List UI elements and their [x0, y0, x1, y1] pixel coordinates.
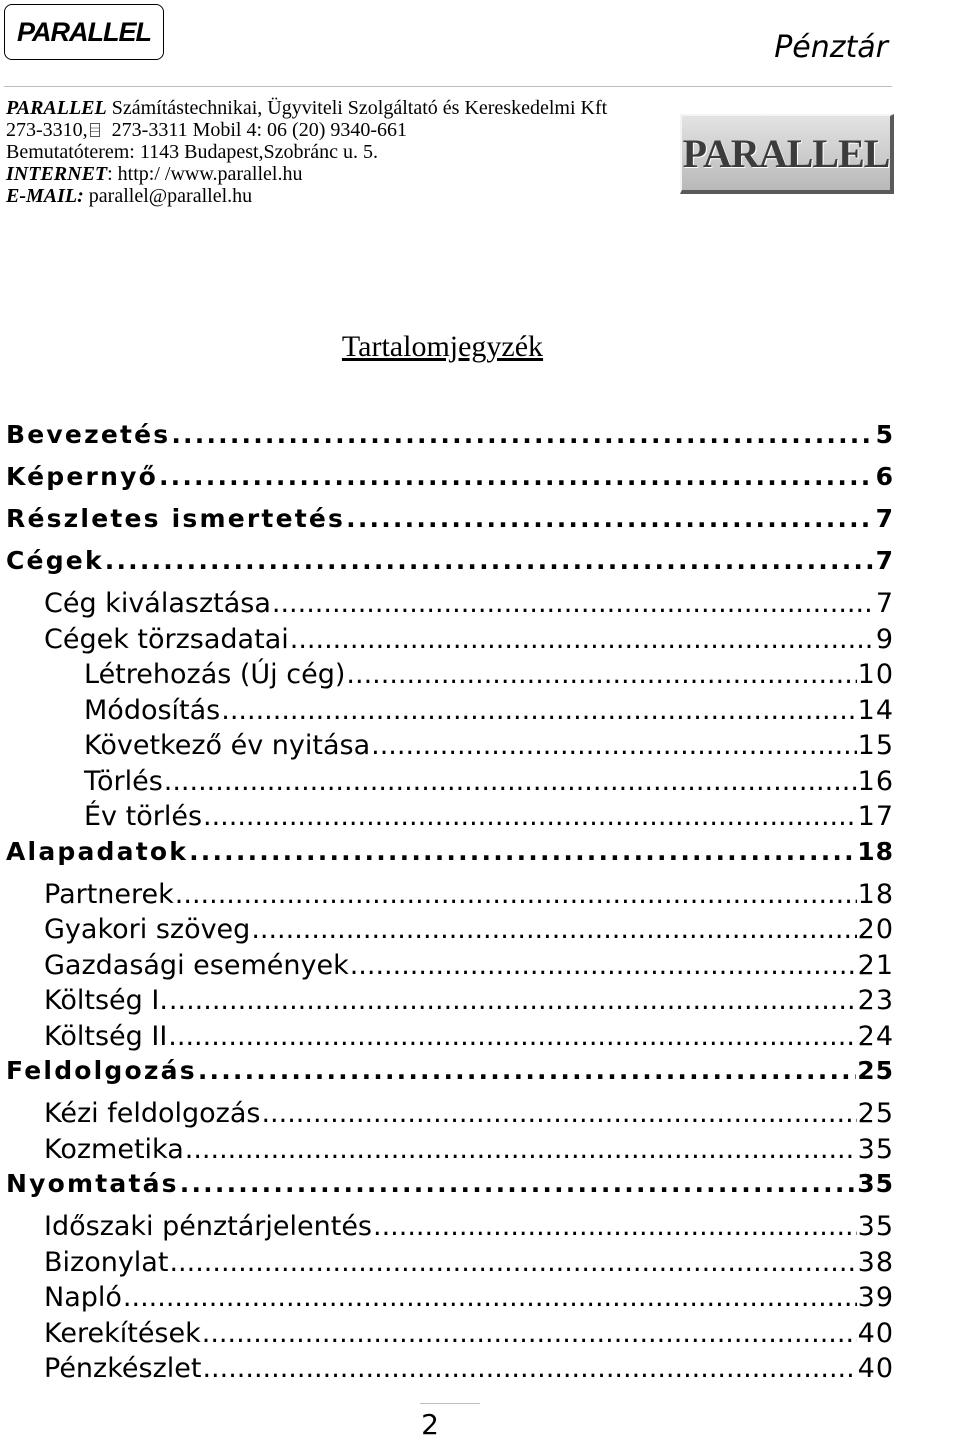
toc-entry-title: Nyomtatás [6, 1169, 179, 1198]
toc-entry[interactable] [6, 462, 894, 504]
toc-entry-page: 21 [857, 949, 894, 981]
phone-2: 273-3311 Mobil 4: 06 (20) 9340-661 [111, 119, 408, 141]
toc-entry-page: 39 [857, 1282, 894, 1313]
internet-value: : http:/ /www.parallel.hu [107, 163, 303, 185]
toc-dot-leader [171, 420, 874, 449]
toc-dot-leader [202, 1318, 857, 1349]
page-number: 2 [421, 1408, 439, 1441]
toc-entry-title: Cégek [6, 546, 104, 575]
toc-entry-title: Partnerek [44, 878, 174, 910]
toc-dot-leader [159, 462, 875, 491]
toc-entry-page: 16 [857, 765, 894, 797]
toc-entry[interactable] [6, 730, 894, 766]
toc-entry[interactable] [6, 504, 894, 546]
toc-dot-leader [371, 730, 857, 761]
toc-entry-page: 18 [857, 878, 894, 910]
toc-entry-title: Pénzkészlet [44, 1353, 202, 1384]
toc-entry-title: Kozmetika [44, 1133, 184, 1165]
toc-dot-leader [189, 837, 856, 866]
phone-icon [90, 123, 100, 137]
toc-entry[interactable] [6, 546, 894, 588]
toc-entry-page: 25 [857, 1056, 894, 1085]
toc-entry-title: Feldolgozás [6, 1056, 197, 1085]
toc-entry-page: 5 [875, 420, 894, 449]
toc-entry-title: Napló [44, 1282, 122, 1313]
logo-small-text: PARALLEL [17, 16, 151, 47]
toc-entry-title: Részletes ismertetés [6, 504, 346, 533]
toc-entry-title: Cégek törzsadatai [44, 623, 289, 655]
toc-entry-page: 7 [875, 588, 894, 619]
toc-dot-leader [175, 879, 857, 910]
toc-dot-leader [272, 588, 875, 619]
header-divider [4, 86, 892, 87]
email-value: parallel@parallel.hu [83, 185, 253, 207]
toc-dot-leader [251, 914, 856, 945]
company-email-row [6, 185, 706, 207]
toc-entry-page: 25 [857, 1098, 894, 1129]
toc-entry[interactable] [6, 1211, 894, 1247]
toc-entry[interactable] [6, 420, 894, 462]
toc-entry[interactable] [6, 1021, 894, 1057]
email-label: E-MAIL: [6, 185, 84, 207]
toc-entry[interactable] [6, 695, 894, 731]
document-title: Pénztár [774, 30, 888, 65]
internet-label: INTERNET [6, 163, 108, 185]
toc-entry-page: 10 [857, 659, 894, 690]
company-internet-row [6, 163, 706, 185]
toc-entry-page: 17 [857, 801, 894, 832]
toc-entry-title: Gyakori szöveg [44, 914, 251, 945]
toc-entry-title: Gazdasági események [44, 949, 349, 981]
toc-entry-page: 15 [857, 730, 894, 761]
toc-entry-title: Év törlés [84, 801, 203, 832]
parallel-logo-small [4, 4, 164, 60]
toc-dot-leader [123, 1282, 857, 1313]
toc-entry-page: 24 [857, 1020, 894, 1052]
toc-entry[interactable] [6, 801, 894, 837]
toc-dot-leader [290, 624, 875, 655]
toc-entry-title: Költség I. [44, 985, 168, 1016]
toc-entry-page: 18 [857, 836, 894, 866]
toc-entry-page: 35 [857, 1133, 894, 1165]
toc-entry-page: 23 [857, 985, 894, 1016]
toc-entry[interactable] [6, 1134, 894, 1170]
toc-entry[interactable] [6, 1247, 894, 1283]
toc-entry-page: 9 [875, 623, 894, 655]
footer-divider [420, 1403, 480, 1404]
toc-dot-leader [373, 1211, 857, 1242]
company-name: PARALLEL [6, 97, 107, 119]
toc-entry[interactable] [6, 1353, 894, 1389]
toc-entry-title: Kerekítések [44, 1317, 201, 1349]
toc-dot-leader [185, 1134, 857, 1165]
toc-dot-leader [202, 1353, 856, 1384]
toc-dot-leader [350, 950, 857, 981]
toc-entry-page: 40 [857, 1317, 894, 1349]
toc-entry-title: Létrehozás (Új cég) [84, 659, 346, 690]
phone-1: 273-3310, [6, 119, 88, 141]
toc-entry[interactable] [6, 1056, 894, 1098]
toc-dot-leader [203, 801, 857, 832]
toc-entry-page: 35 [857, 1211, 894, 1242]
toc-dot-leader [346, 659, 856, 690]
toc-dot-leader [169, 1247, 856, 1278]
toc-entry-page: 14 [857, 694, 894, 726]
toc-dot-leader [261, 1098, 856, 1129]
toc-entry[interactable] [6, 985, 894, 1021]
toc-dot-leader [168, 1021, 856, 1052]
toc-entry[interactable] [6, 837, 894, 879]
toc-entry-title: Alapadatok [6, 836, 189, 866]
toc-entry-title: Kézi feldolgozás [44, 1098, 261, 1129]
company-info [6, 97, 706, 207]
toc-entry[interactable] [6, 588, 894, 624]
toc-dot-leader [346, 504, 874, 533]
toc-entry[interactable] [6, 1282, 894, 1318]
toc-dot-leader [169, 985, 857, 1016]
toc-entry[interactable] [6, 950, 894, 986]
toc-entry-title: Cég kiválasztása [44, 588, 271, 619]
toc-dot-leader [198, 1056, 856, 1085]
toc-entry[interactable] [6, 914, 894, 950]
toc-entry-title: Költség II [44, 1020, 168, 1052]
parallel-logo-large [680, 114, 894, 194]
toc-entry-page: 40 [857, 1353, 894, 1384]
toc-entry-title: Következő év nyitása [84, 730, 371, 761]
toc-entry-title: Törlés [84, 765, 163, 797]
toc-entry-page: 35 [857, 1169, 894, 1198]
toc-entry-title: Módosítás [84, 694, 221, 726]
toc-entry-title: Bizonylat [44, 1246, 169, 1278]
toc-title: Tartalomjegyzék [341, 330, 544, 363]
table-of-contents [6, 420, 894, 1389]
company-name-rest: Számítástechnikai, Ügyviteli Szolgáltató és Kereskedelmi Kft [111, 97, 608, 119]
toc-entry-title: Időszaki pénztárjelentés [44, 1211, 372, 1242]
toc-entry[interactable] [6, 1169, 894, 1211]
toc-entry-page: 7 [875, 546, 894, 575]
toc-dot-leader [164, 766, 857, 797]
toc-dot-leader [221, 695, 856, 726]
company-phone-row [6, 119, 706, 141]
toc-dot-leader [105, 546, 875, 575]
toc-entry-title: Bevezetés [6, 420, 171, 449]
toc-dot-leader [180, 1169, 856, 1198]
toc-entry-title: Képernyő [6, 462, 158, 491]
toc-entry-page: 7 [875, 504, 894, 533]
toc-entry[interactable] [6, 1098, 894, 1134]
toc-entry-page: 38 [857, 1246, 894, 1278]
logo-large-text: PARALLEL [682, 130, 890, 176]
toc-entry[interactable] [6, 879, 894, 915]
toc-entry-page: 20 [857, 914, 894, 945]
company-showroom: Bemutatóterem: 1143 Budapest,Szobránc u. 5. [6, 141, 378, 163]
toc-entry[interactable] [6, 1318, 894, 1354]
toc-entry-page: 6 [875, 462, 894, 491]
toc-entry[interactable] [6, 659, 894, 695]
toc-entry[interactable] [6, 766, 894, 802]
toc-entry[interactable] [6, 624, 894, 660]
company-name-row [6, 97, 706, 119]
